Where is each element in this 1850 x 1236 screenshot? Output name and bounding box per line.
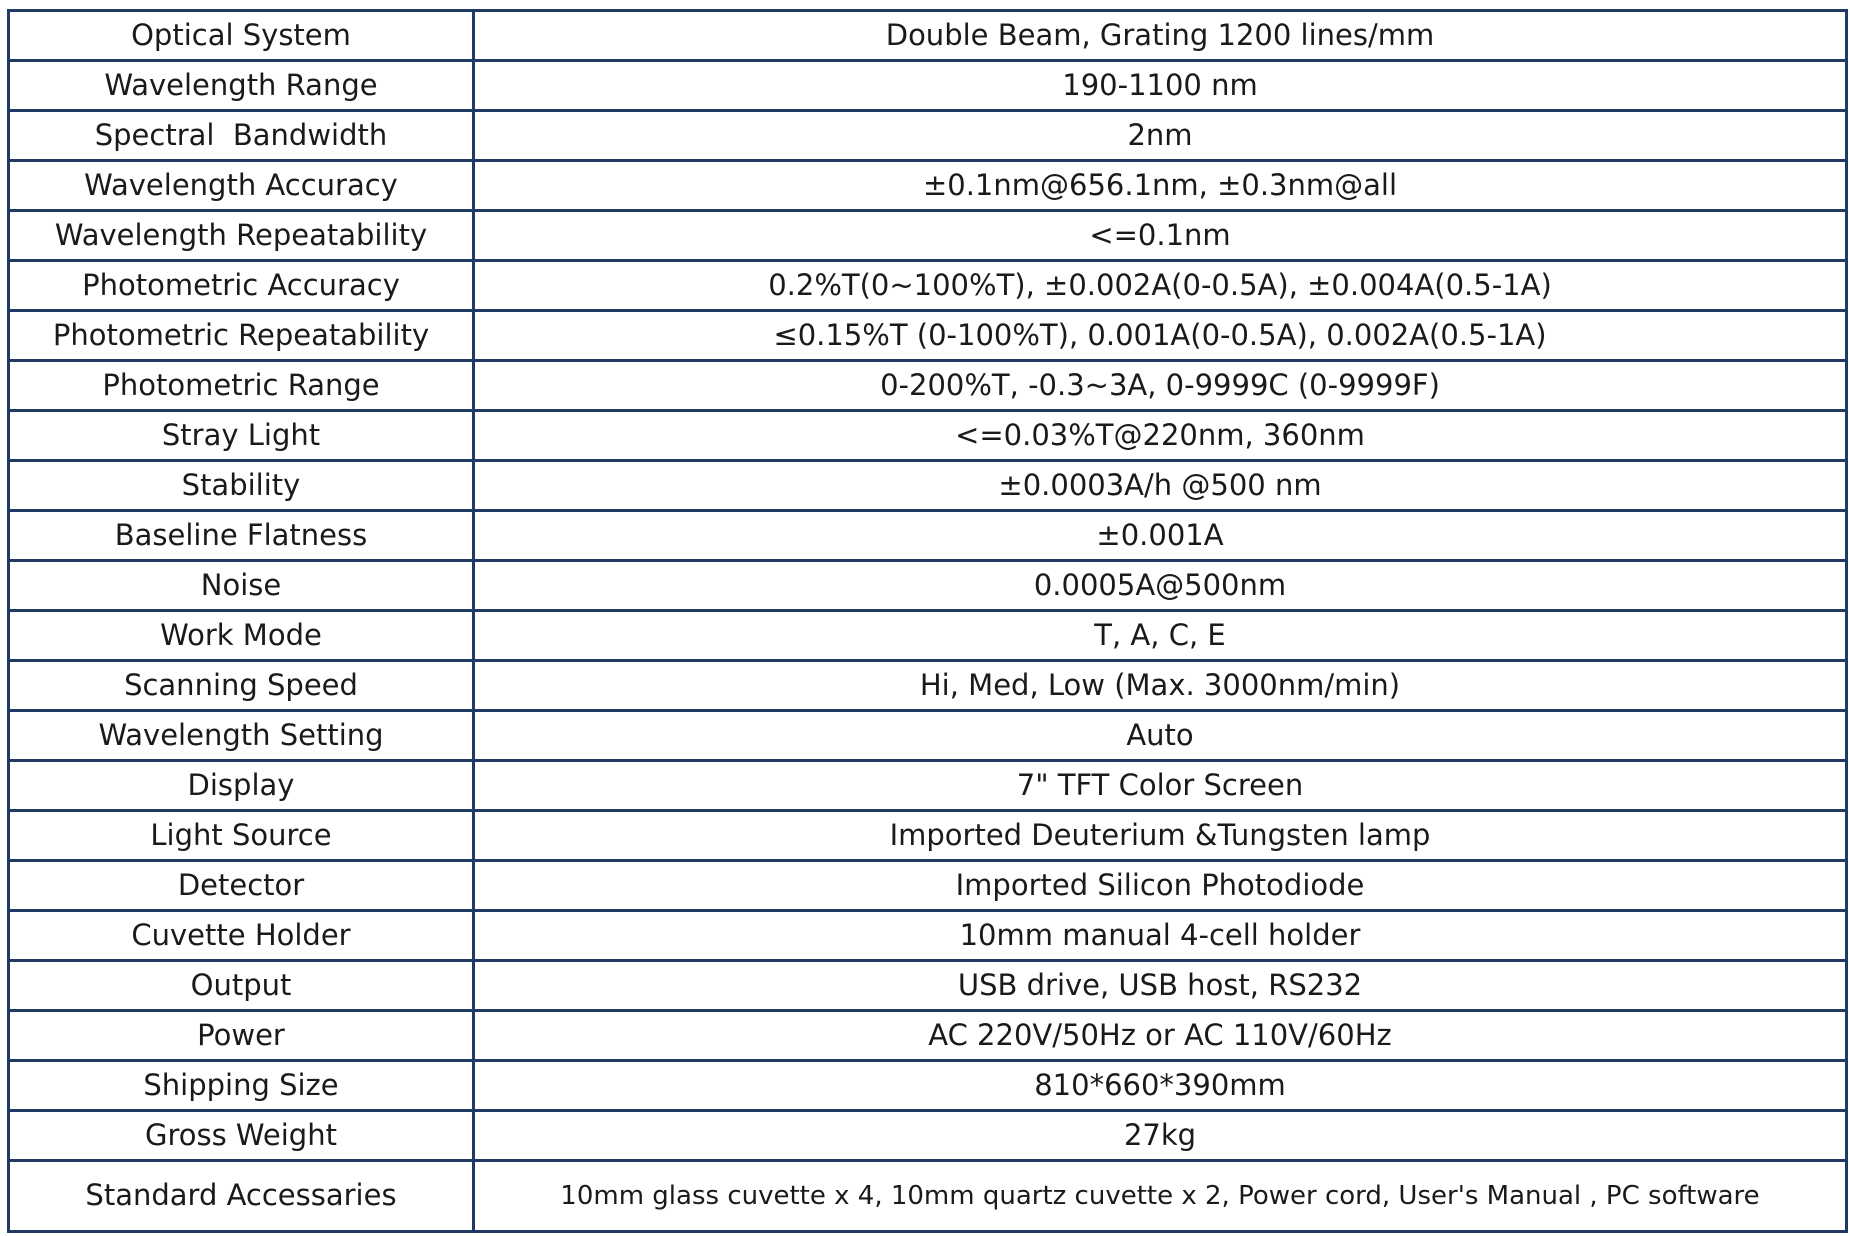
spec-value: ±0.1nm@656.1nm, ±0.3nm@all	[474, 161, 1847, 211]
spec-value: Auto	[474, 711, 1847, 761]
spec-label: Output	[9, 961, 474, 1011]
spec-label: Light Source	[9, 811, 474, 861]
spec-value: <=0.03%T@220nm, 360nm	[474, 411, 1847, 461]
spec-label: Gross Weight	[9, 1111, 474, 1161]
table-row	[9, 311, 1847, 361]
spec-label: Standard Accessaries	[9, 1161, 474, 1232]
spec-value: ±0.001A	[474, 511, 1847, 561]
table-row	[9, 761, 1847, 811]
spec-label: Photometric Accuracy	[9, 261, 474, 311]
spec-table	[7, 9, 1848, 1233]
spec-value: 0-200%T, -0.3~3A, 0-9999C (0-9999F)	[474, 361, 1847, 411]
spec-label: Detector	[9, 861, 474, 911]
spec-value: Imported Silicon Photodiode	[474, 861, 1847, 911]
table-row	[9, 611, 1847, 661]
spec-label: Stray Light	[9, 411, 474, 461]
spec-label: Work Mode	[9, 611, 474, 661]
table-row	[9, 811, 1847, 861]
table-row	[9, 11, 1847, 61]
table-row	[9, 461, 1847, 511]
table-row	[9, 561, 1847, 611]
spec-value: 7" TFT Color Screen	[474, 761, 1847, 811]
spec-label: Spectral Bandwidth	[9, 111, 474, 161]
spec-label: Wavelength Accuracy	[9, 161, 474, 211]
table-row	[9, 211, 1847, 261]
spec-label: Cuvette Holder	[9, 911, 474, 961]
spec-value: 0.0005A@500nm	[474, 561, 1847, 611]
spec-value: Double Beam, Grating 1200 lines/mm	[474, 11, 1847, 61]
table-row	[9, 911, 1847, 961]
spec-label: Scanning Speed	[9, 661, 474, 711]
spec-label: Optical System	[9, 11, 474, 61]
spec-value: USB drive, USB host, RS232	[474, 961, 1847, 1011]
table-row	[9, 1061, 1847, 1111]
table-row	[9, 261, 1847, 311]
spec-label: Photometric Range	[9, 361, 474, 411]
spec-value: <=0.1nm	[474, 211, 1847, 261]
table-row	[9, 361, 1847, 411]
table-row	[9, 61, 1847, 111]
spec-value: T, A, C, E	[474, 611, 1847, 661]
spec-table-body	[9, 11, 1847, 1232]
spec-label: Stability	[9, 461, 474, 511]
spec-label: Display	[9, 761, 474, 811]
spec-label: Wavelength Range	[9, 61, 474, 111]
spec-label: Baseline Flatness	[9, 511, 474, 561]
spec-value: ±0.0003A/h @500 nm	[474, 461, 1847, 511]
spec-value: ≤0.15%T (0-100%T), 0.001A(0-0.5A), 0.002A(0.5-1A)	[474, 311, 1847, 361]
table-row	[9, 111, 1847, 161]
spec-value: 0.2%T(0~100%T), ±0.002A(0-0.5A), ±0.004A(0.5-1A)	[474, 261, 1847, 311]
spec-value: 810*660*390mm	[474, 1061, 1847, 1111]
table-row	[9, 1111, 1847, 1161]
spec-label: Shipping Size	[9, 1061, 474, 1111]
spec-value: 27kg	[474, 1111, 1847, 1161]
spec-label: Power	[9, 1011, 474, 1061]
table-row	[9, 1161, 1847, 1232]
spec-value: 2nm	[474, 111, 1847, 161]
table-row	[9, 1011, 1847, 1061]
table-row	[9, 861, 1847, 911]
spec-value: 190-1100 nm	[474, 61, 1847, 111]
table-row	[9, 411, 1847, 461]
table-row	[9, 161, 1847, 211]
table-row	[9, 661, 1847, 711]
table-row	[9, 511, 1847, 561]
spec-value: Imported Deuterium &Tungsten lamp	[474, 811, 1847, 861]
spec-label: Noise	[9, 561, 474, 611]
spec-label: Wavelength Repeatability	[9, 211, 474, 261]
spec-label: Photometric Repeatability	[9, 311, 474, 361]
spec-value: 10mm glass cuvette x 4, 10mm quartz cuvette x 2, Power cord, User's Manual , PC software	[474, 1161, 1847, 1232]
spec-label: Wavelength Setting	[9, 711, 474, 761]
spec-value: 10mm manual 4-cell holder	[474, 911, 1847, 961]
table-row	[9, 711, 1847, 761]
table-row	[9, 961, 1847, 1011]
spec-value: Hi, Med, Low (Max. 3000nm/min)	[474, 661, 1847, 711]
spec-value: AC 220V/50Hz or AC 110V/60Hz	[474, 1011, 1847, 1061]
